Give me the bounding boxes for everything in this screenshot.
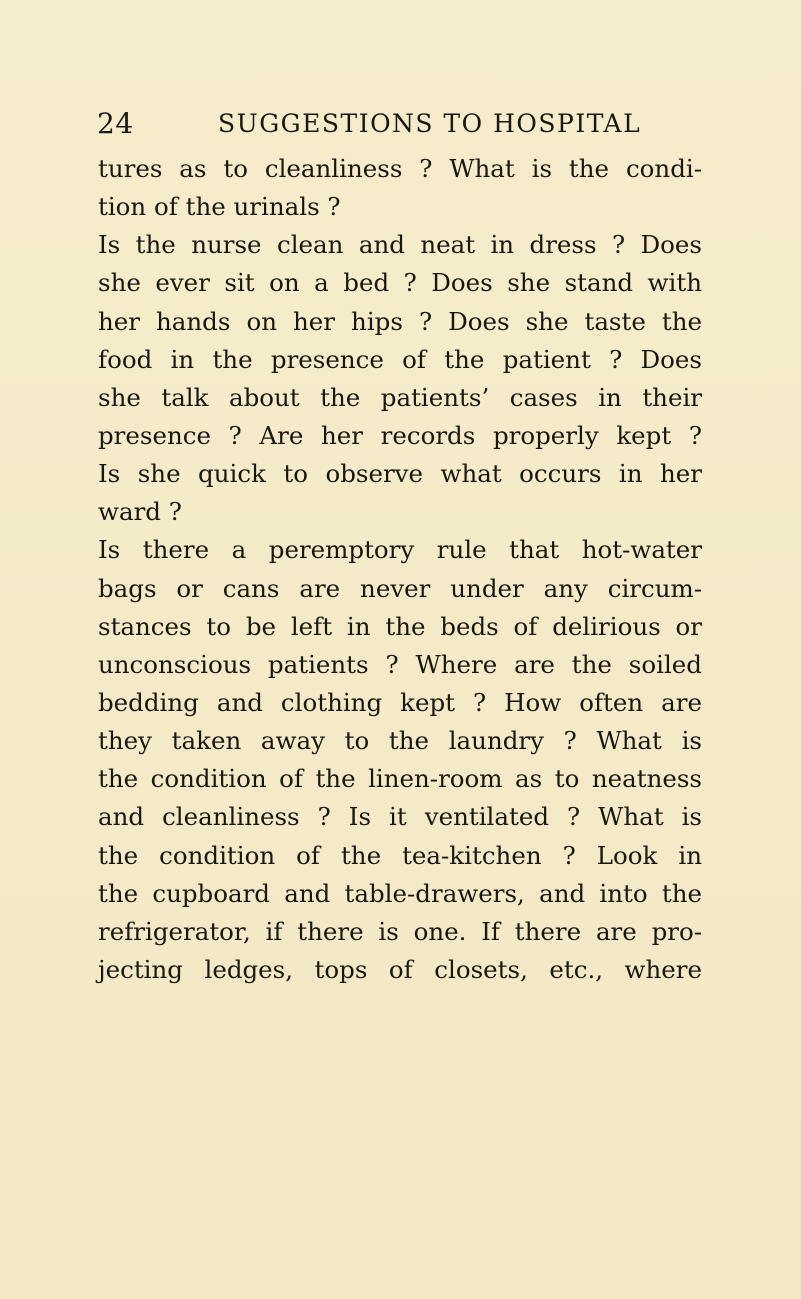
text-line-9: Is she quick to observe what occurs in her xyxy=(98,459,702,489)
text-line-14: unconscious patients ? Where are the soiled xyxy=(98,649,702,679)
text-line-8: presence ? Are her records properly kept ? xyxy=(98,420,702,450)
text-line-11: Is there a peremptory rule that hot-water xyxy=(98,535,702,565)
text-line-1: tures as to cleanliness ? What is the condi- xyxy=(98,154,702,183)
text-line-3: Is the nurse clean and neat in dress ? Does xyxy=(98,230,702,260)
page-number: 24 xyxy=(97,107,134,140)
text-line-4: she ever sit on a bed ? Does she stand with xyxy=(98,268,702,298)
running-head-title: SUGGESTIONS TO HOSPITAL xyxy=(218,109,642,138)
text-line-2: tion of the urinals ? xyxy=(98,192,341,222)
text-line-16: they taken away to the laundry ? What is xyxy=(98,726,702,756)
body-text xyxy=(98,150,702,989)
text-line-6: food in the presence of the patient ? Does xyxy=(98,344,702,374)
text-line-19: the condition of the tea-kitchen ? Look in xyxy=(98,840,702,870)
text-line-12: bags or cans are never under any circum- xyxy=(98,573,702,603)
text-line-15: bedding and clothing kept ? How often are xyxy=(98,687,702,717)
text-line-22: jecting ledges, tops of closets, etc., where xyxy=(98,954,702,984)
text-line-10: ward ? xyxy=(98,497,182,527)
text-line-17: the condition of the linen-room as to neatness xyxy=(98,764,702,794)
running-head xyxy=(0,104,801,144)
text-line-20: the cupboard and table-drawers, and into the xyxy=(98,878,702,908)
text-line-13: stances to be left in the beds of delirious or xyxy=(98,611,702,641)
text-line-18: and cleanliness ? Is it ventilated ? What is xyxy=(98,802,702,832)
text-line-21: refrigerator, if there is one. If there are pro- xyxy=(98,916,702,946)
text-line-7: she talk about the patients’ cases in their xyxy=(98,382,702,412)
text-line-5: her hands on her hips ? Does she taste the xyxy=(98,306,702,336)
